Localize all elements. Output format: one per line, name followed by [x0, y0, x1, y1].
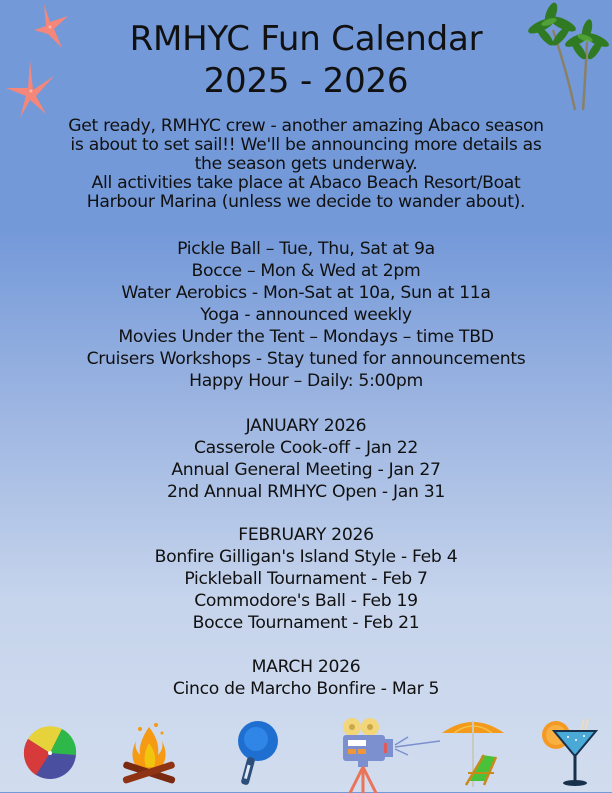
intro-line: the season gets underway. — [194, 154, 418, 174]
month-section-february — [0, 524, 612, 634]
ping-pong-paddle-icon — [234, 721, 280, 789]
intro-line: is about to set sail!! We'll be announcing more details as — [70, 135, 542, 155]
month-heading: MARCH 2026 — [251, 657, 361, 677]
activity-item: Water Aerobics - Mon-Sat at 10a, Sun at 11a — [121, 283, 491, 303]
beach-ball-icon — [22, 725, 78, 781]
event-item: Commodore's Ball - Feb 19 — [194, 591, 418, 611]
bottom-icon-row — [0, 705, 612, 792]
intro-line: All activities take place at Abaco Beach Resort/Boat — [91, 173, 521, 193]
intro-paragraph — [0, 117, 612, 212]
activity-item: Cruisers Workshops - Stay tuned for announcements — [86, 349, 526, 369]
movie-camera-icon — [340, 715, 440, 793]
event-item: Annual General Meeting - Jan 27 — [171, 460, 441, 480]
event-item: 2nd Annual RMHYC Open - Jan 31 — [167, 482, 445, 502]
activity-item: Happy Hour – Daily: 5:00pm — [189, 371, 423, 391]
month-section-march — [0, 656, 612, 700]
activity-item: Movies Under the Tent – Mondays – time TBD — [118, 327, 494, 347]
beach-umbrella-chair-icon — [440, 717, 506, 789]
cocktail-icon — [540, 715, 600, 789]
page-title — [0, 18, 612, 102]
title-line-1: RMHYC Fun Calendar — [129, 19, 483, 59]
activity-item: Yoga - announced weekly — [200, 305, 412, 325]
month-section-january — [0, 415, 612, 503]
weekly-activities-list — [0, 238, 612, 392]
month-heading: FEBRUARY 2026 — [238, 525, 374, 545]
event-item: Casserole Cook-off - Jan 22 — [193, 438, 418, 458]
event-item: Cinco de Marcho Bonfire - Mar 5 — [172, 679, 440, 699]
campfire-icon — [118, 719, 180, 787]
month-heading: JANUARY 2026 — [245, 416, 367, 436]
title-line-2: 2025 - 2026 — [203, 61, 409, 101]
activity-item: Pickle Ball – Tue, Thu, Sat at 9a — [177, 239, 435, 259]
activity-item: Bocce – Mon & Wed at 2pm — [191, 261, 421, 281]
event-item: Pickleball Tournament - Feb 7 — [184, 569, 428, 589]
event-item: Bonfire Gilligan's Island Style - Feb 4 — [154, 547, 458, 567]
intro-line: Harbour Marina (unless we decide to wander about). — [86, 192, 526, 212]
intro-line: Get ready, RMHYC crew - another amazing Abaco season — [68, 116, 544, 136]
event-item: Bocce Tournament - Feb 21 — [192, 613, 420, 633]
